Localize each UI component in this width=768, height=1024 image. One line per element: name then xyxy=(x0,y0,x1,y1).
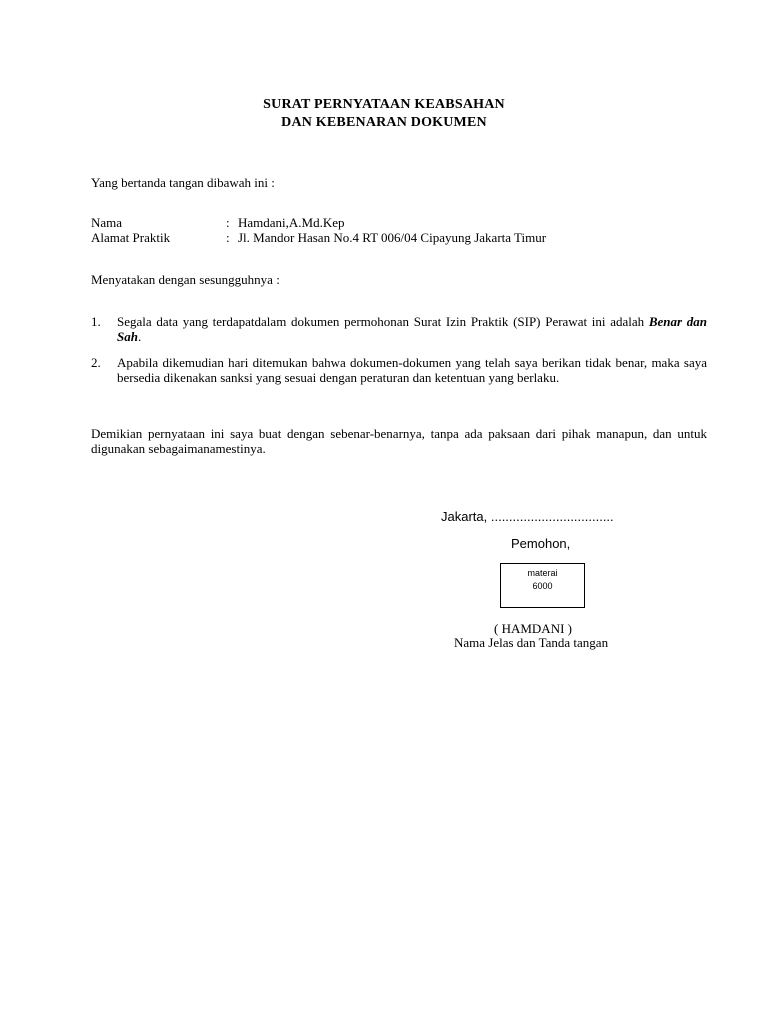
nama-label: Nama xyxy=(91,215,123,230)
item-1-text-after: . xyxy=(137,328,142,344)
document-title-line1: SURAT PERNYATAAN KEABSAHAN xyxy=(263,97,505,112)
stamp-label: materai xyxy=(527,568,558,578)
alamat-value: Jl. Mandor Hasan No.4 RT 006/04 Cipayung Jakarta Timur xyxy=(238,230,547,245)
alamat-separator: : xyxy=(226,230,230,245)
nama-value: Hamdani,A.Md.Kep xyxy=(238,215,345,230)
signatory-name: ( HAMDANI ) xyxy=(494,621,572,636)
place-date: Jakarta, .................................. xyxy=(441,509,614,524)
stamp-box xyxy=(500,563,585,608)
statement-intro: Menyatakan dengan sesungguhnya : xyxy=(91,272,280,287)
intro-text: Yang bertanda tangan dibawah ini : xyxy=(91,175,275,190)
item-1-text-before: Segala data yang terdapatdalam dokumen permohonan Surat Izin Praktik (SIP) Perawat ini adalah xyxy=(117,314,649,329)
item-2-text: Apabila dikemudian hari ditemukan bahwa dokumen-dokumen yang telah saya berikan tidak benar, maka saya bersedia dikenakan sanksi yang sesuai dengan peraturan dan ketentuan yang berlaku. xyxy=(117,355,707,385)
document-title-line2: DAN KEBENARAN DOKUMEN xyxy=(281,115,487,130)
alamat-label: Alamat Praktik xyxy=(91,230,171,245)
item-1-text xyxy=(117,315,707,344)
item-2-number: 2. xyxy=(91,355,101,370)
nama-separator: : xyxy=(226,215,230,230)
signature-caption: Nama Jelas dan Tanda tangan xyxy=(454,635,609,650)
applicant-role: Pemohon, xyxy=(511,536,571,551)
item-1-number: 1. xyxy=(91,314,101,329)
item-1-emphasis: Benar dan Sah xyxy=(117,314,707,344)
closing-paragraph: Demikian pernyataan ini saya buat dengan sebenar-benarnya, tanpa ada paksaan dari pihak manapun, dan untuk digunakan sebagaimanamestinya. xyxy=(91,426,707,456)
stamp-value: 6000 xyxy=(532,581,553,591)
